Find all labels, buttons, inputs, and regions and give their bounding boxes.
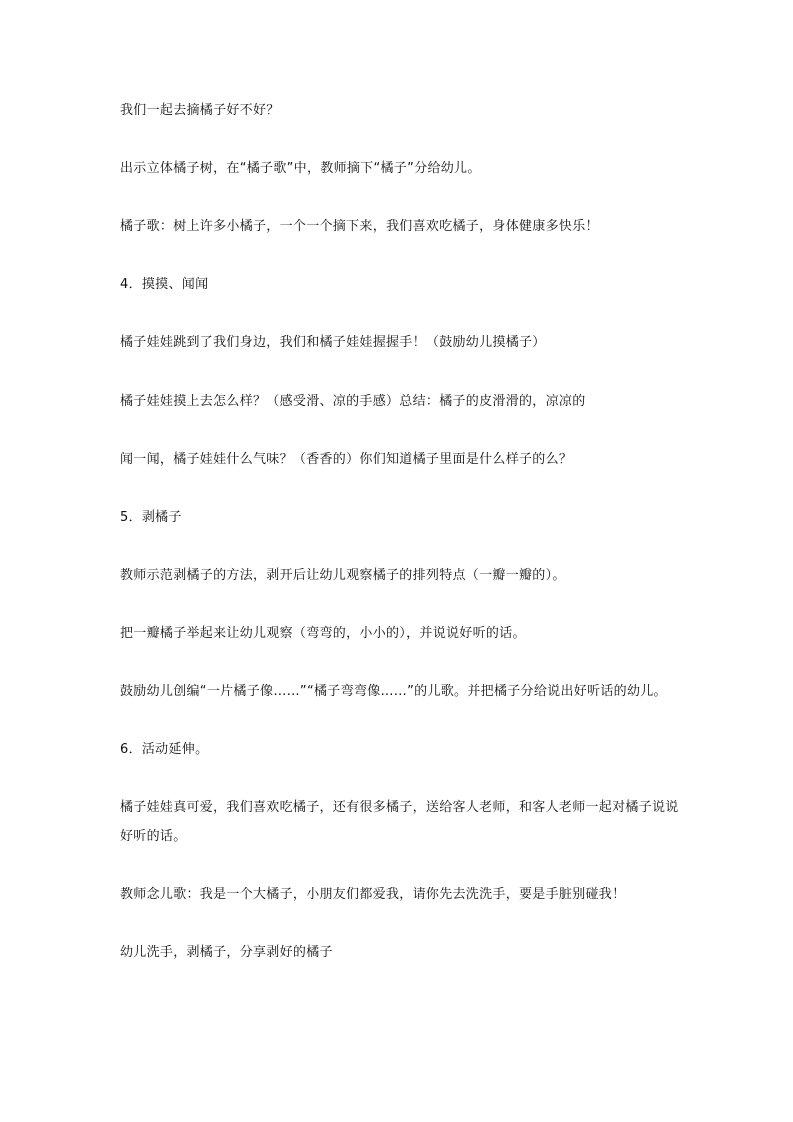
- paragraph: 教师示范剥橘子的方法，剥开后让幼儿观察橘子的排列特点（一瓣一瓣的）。: [120, 568, 566, 583]
- paragraph: 闻一闻，橘子娃娃什么气味？（香香的）你们知道橘子里面是什么样子的么？: [120, 452, 573, 467]
- paragraph: 我们一起去摘橘子好不好？: [120, 103, 280, 118]
- paragraph: 把一瓣橘子举起来让幼儿观察（弯弯的，小小的），并说说好听的话。: [120, 626, 526, 641]
- section-heading: 4．摸摸、闻闻: [120, 277, 209, 292]
- paragraph: 橘子娃娃真可爱，我们喜欢吃橘子，还有很多橘子，送给客人老师，和客人老师一起对橘子说说: [120, 800, 679, 815]
- paragraph: 出示立体橘子树，在“橘子歌”中，教师摘下“橘子”分给幼儿。: [120, 161, 481, 176]
- section-heading: 5．剥橘子: [120, 510, 182, 525]
- paragraph: 橘子娃娃跳到了我们身边，我们和橘子娃娃握握手！（鼓励幼儿摸橘子）: [120, 335, 546, 350]
- section-heading: 6．活动延伸。: [120, 742, 209, 757]
- paragraph-continuation: 好听的话。: [120, 829, 187, 844]
- paragraph: 教师念儿歌：我是一个大橘子，小朋友们都爱我，请你先去洗洗手，要是手脏别碰我！: [120, 887, 626, 902]
- paragraph: 鼓励幼儿创编“一片橘子像……”“橘子弯弯像……”的儿歌。并把橘子分给说出好听话的幼儿。: [120, 684, 667, 699]
- paragraph: 橘子娃娃摸上去怎么样？（感受滑、凉的手感）总结：橘子的皮滑滑的，凉凉的: [120, 394, 586, 409]
- paragraph: 橘子歌：树上许多小橘子，一个一个摘下来，我们喜欢吃橘子，身体健康多快乐！: [120, 219, 599, 234]
- paragraph: 幼儿洗手，剥橘子，分享剥好的橘子: [120, 945, 333, 960]
